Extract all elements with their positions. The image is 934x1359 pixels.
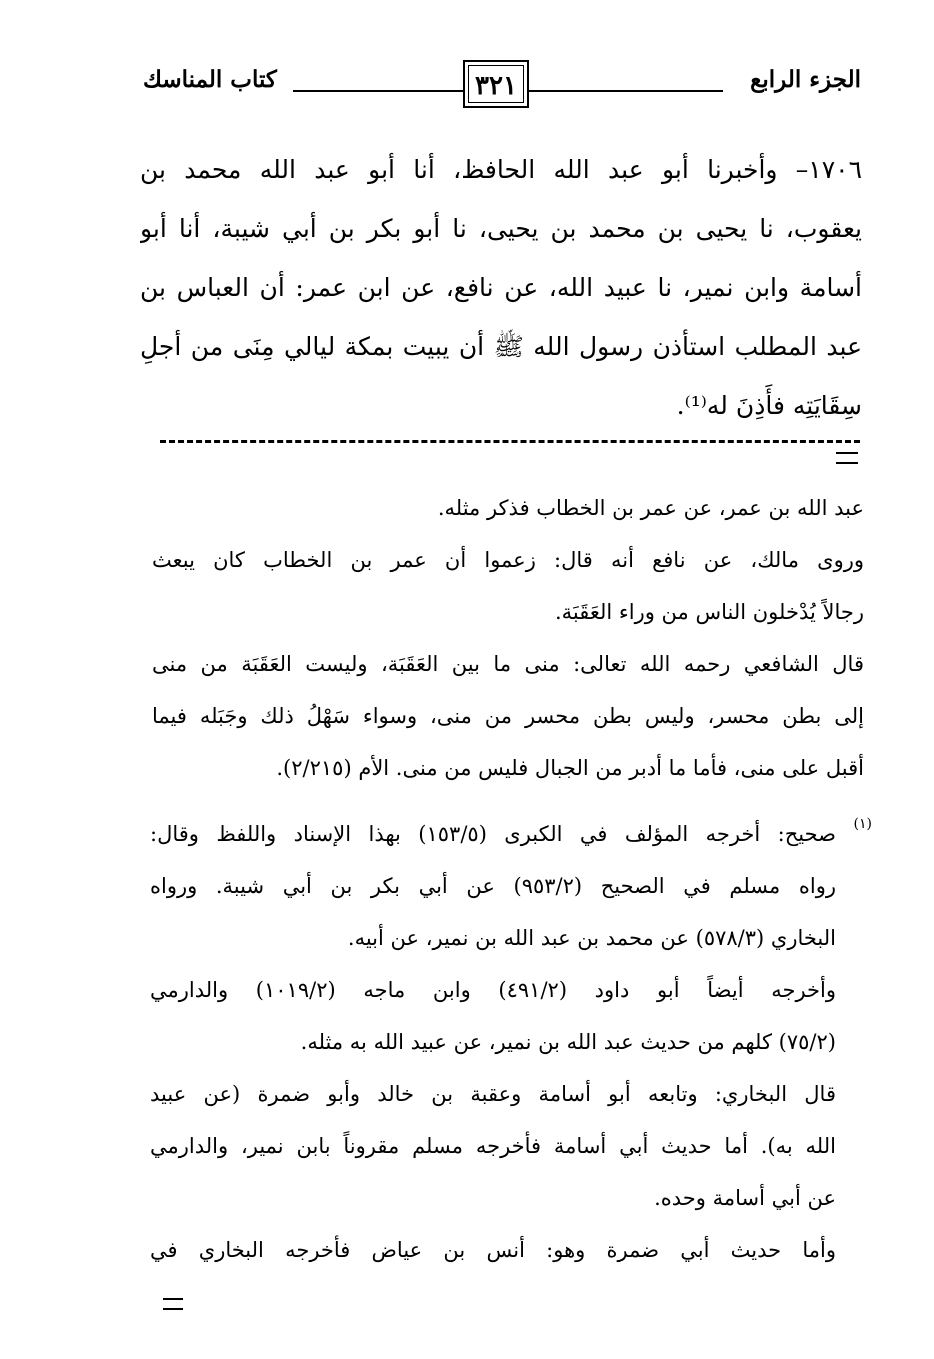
footnote-line: رواه مسلم في الصحيح (٩٥٣/٢) عن أبي بكر بن أبي شيبة. ورواه: [150, 874, 836, 898]
hadith-line: ١٧٠٦– وأخبرنا أبو عبد الله الحافظ، أنا أبو عبد الله محمد بن: [140, 155, 862, 184]
hadith-line: أسامة وابن نمير، نا عبيد الله، عن نافع، عن ابن عمر: أن العباس بن: [140, 273, 862, 302]
note-line: وروى مالك، عن نافع أنه قال: زعموا أن عمر بن الخطاب كان يبعث: [152, 548, 864, 572]
footnote-body: [150, 808, 836, 1276]
footnote-line: (٧٥/٢) كلهم من حديث عبد الله بن نمير، عن عبيد الله به مثله.: [300, 1030, 836, 1054]
note-line: عبد الله بن عمر، عن عمر بن الخطاب فذكر مثله.: [437, 496, 864, 520]
hadith-line: يعقوب، نا يحيى بن محمد بن يحيى، نا أبو بكر بن أبي شيبة، أنا أبو: [140, 214, 862, 243]
volume-title: الجزء الرابع: [750, 66, 861, 93]
footnote-line: قال البخاري: وتابعه أبو أسامة وعقبة بن خالد وأبو ضمرة (عن عبيد: [150, 1082, 836, 1106]
page-header: [143, 60, 861, 116]
footnotes: [150, 808, 872, 1276]
book-title: كتاب المناسك: [143, 66, 277, 93]
note-line: أقبل على منى، فأما ما أدبر من الجبال فليس من منى. الأم (٢/٢١٥).: [276, 756, 864, 780]
header-rule-left: [293, 90, 595, 92]
footnote-line: الله به). أما حديث أبي أسامة فأخرجه مسلم مقروناً بابن نمير، والدارمي: [150, 1134, 836, 1158]
commentary-notes: [152, 482, 864, 794]
footnote-line: عن أبي أسامة وحده.: [654, 1186, 836, 1210]
footnote-line: صحيح: أخرجه المؤلف في الكبرى (١٥٣/٥) بهذا الإسناد واللفظ وقال:: [150, 822, 836, 846]
page-number: ٣٢١: [475, 71, 517, 101]
section-divider: [160, 440, 860, 443]
footnote-marker: (١): [853, 816, 872, 832]
hadith-line: سِقَايَتِه فأَذِنَ له⁽¹⁾.: [676, 391, 862, 420]
hadith-text: [140, 140, 862, 435]
hadith-line: عبد المطلب استأذن رسول الله ﷺ أن يبيت بمكة ليالي مِنَى من أجلِ: [140, 332, 862, 361]
footnote-line: البخاري (٥٧٨/٣) عن محمد بن عبد الله بن نمير، عن أبيه.: [347, 926, 836, 950]
note-line: رجالاً يُدْخلون الناس من وراء العَقَبَة.: [554, 600, 864, 624]
continuation-mark: [836, 452, 858, 464]
page-number-frame: [468, 65, 524, 103]
note-line: إلى بطن محسر، وليس بطن محسر من منى، وسواء سَهْلُ ذلك وجَبَله فيما: [152, 704, 864, 728]
note-line: قال الشافعي رحمه الله تعالى: منى ما بين العَقَبَة، وليست العَقَبَة من منى: [152, 652, 864, 676]
page-number-box: [463, 60, 529, 108]
footnote-line: وأما حديث أبي ضمرة وهو: أنس بن عياض فأخرجه البخاري في: [150, 1238, 836, 1262]
footnote-line: وأخرجه أيضاً أبو داود (٤٩١/٢) وابن ماجه (١٠١٩/٢) والدارمي: [150, 978, 836, 1002]
page-continuation-mark: [163, 1298, 183, 1310]
